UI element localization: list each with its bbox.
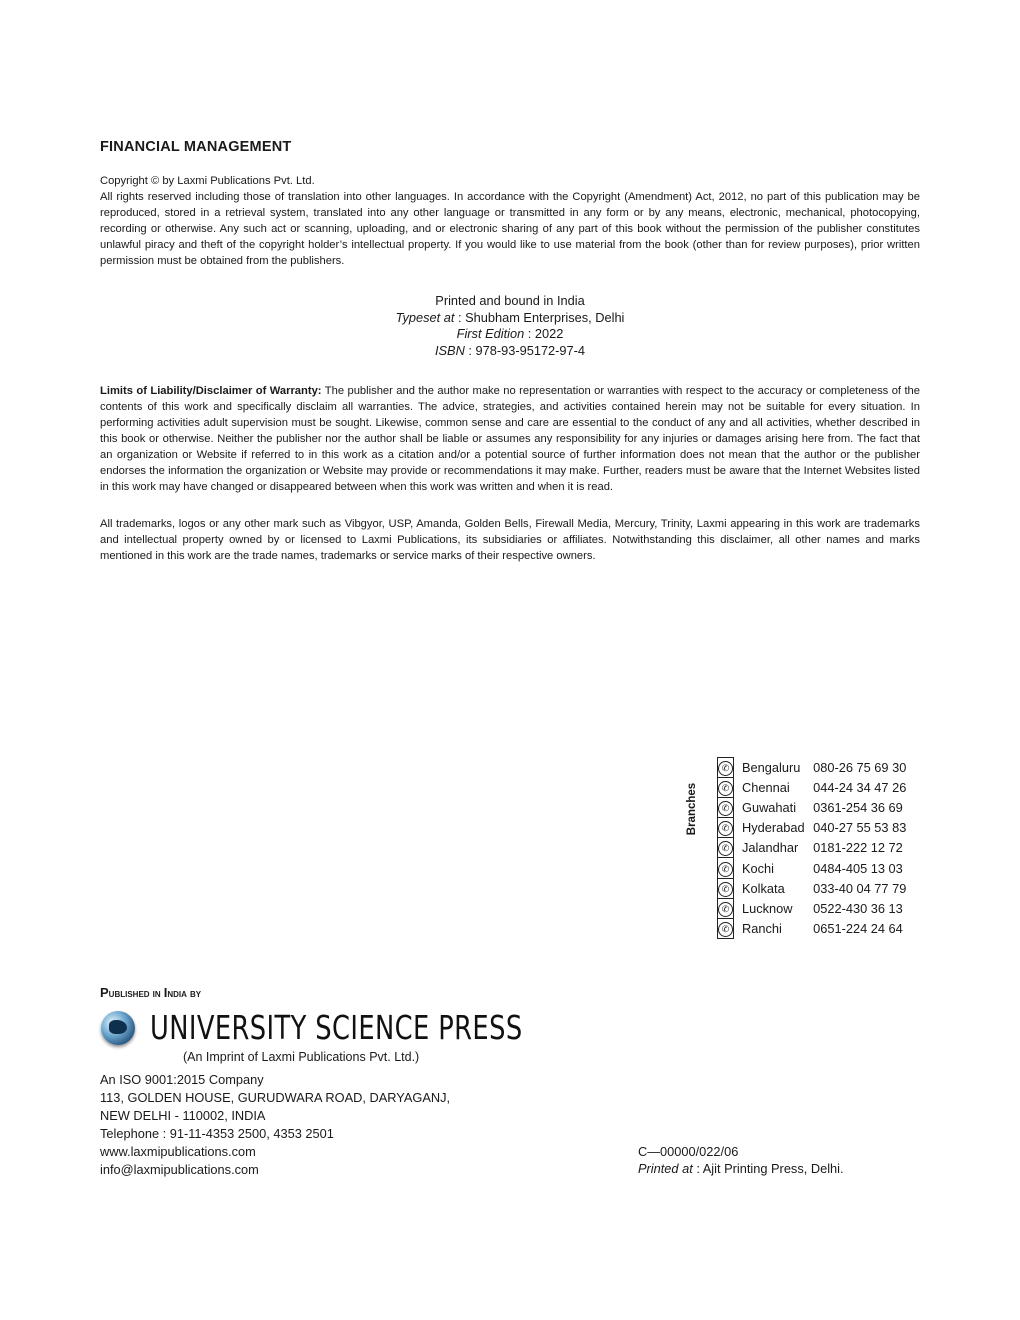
phone-icon-cell	[718, 838, 734, 858]
branch-row	[718, 758, 907, 778]
branch-row	[718, 818, 907, 838]
typeset-label: Typeset at	[395, 310, 455, 325]
branch-row	[718, 878, 907, 898]
telephone-line: Telephone : 91-11-4353 2500, 4353 2501	[100, 1126, 334, 1141]
imprint-line: (An Imprint of Laxmi Publications Pvt. Ltd.)	[183, 1050, 420, 1064]
phone-icon: ✆	[718, 761, 733, 776]
branches-table	[717, 757, 907, 939]
book-title: FINANCIAL MANAGEMENT	[100, 139, 292, 155]
branch-city: Kochi	[742, 860, 775, 876]
phone-icon: ✆	[718, 882, 733, 897]
disclaimer-heading: Limits of Liability/Disclaimer of Warranty:	[100, 385, 322, 397]
printed-at-label: Printed at	[638, 1161, 693, 1176]
branch-row	[718, 838, 907, 858]
edition-label: First Edition	[456, 326, 525, 341]
branch-phone: 040-27 55 53 83	[813, 820, 907, 836]
globe-logo-icon	[101, 1011, 135, 1045]
typeset-value: : Shubham Enterprises, Delhi	[454, 310, 625, 325]
website-link[interactable]: www.laxmipublications.com	[100, 1144, 256, 1159]
branch-phone: 0522-430 36 13	[813, 900, 903, 916]
phone-icon-cell	[718, 858, 734, 878]
phone-icon: ✆	[718, 781, 733, 796]
branch-city: Guwahati	[742, 800, 797, 816]
branch-city: Hyderabad	[742, 820, 805, 836]
publisher-name: UNIVERSITY SCIENCE PRESS	[150, 1008, 523, 1047]
branch-city: Ranchi	[742, 920, 782, 936]
address-line-2: NEW DELHI - 110002, INDIA	[100, 1108, 266, 1123]
branch-city: Kolkata	[742, 880, 785, 896]
isbn-label: ISBN	[434, 343, 465, 358]
phone-icon-cell	[718, 798, 734, 818]
email-link[interactable]: info@laxmipublications.com	[100, 1162, 259, 1177]
branch-row	[718, 918, 907, 938]
disclaimer-text: The publisher and the author make no representation or warranties with respect to the accuracy or completeness of the contents of this work and specifically disclaim all warranties. The advice, strategies, and activities contained herein may not be suitable for every situation. In performing activities adult supervision must be sought. Likewise, common sense and care are essential to the conduct of any and all activities, whether described in this book or otherwise. Neither the publisher nor the author shall be liable or assumes any responsibility for any injuries or damages arising here from. The fact that an organization or Website if referred to in this work as a citation and/or a potential source of further information does not mean that the author or the publisher endorses the information the organization or Website may provide or recommendations it may make. Further, readers must be aware that the Internet Websites listed in this work may have changed or disappeared between when this work was written and when it is read.	[100, 385, 920, 493]
typeset-line	[0, 309, 1020, 326]
phone-icon-cell	[718, 878, 734, 898]
branch-phone: 080-26 75 69 30	[813, 760, 907, 776]
address-line-1: 113, GOLDEN HOUSE, GURUDWARA ROAD, DARYAGANJ,	[100, 1090, 451, 1105]
book-code: C—00000/022/06	[638, 1144, 739, 1159]
branch-row	[718, 778, 907, 798]
branch-city: Bengaluru	[742, 760, 801, 776]
phone-icon-cell	[718, 778, 734, 798]
branch-phone: 0484-405 13 03	[813, 860, 903, 876]
branch-phone: 0181-222 12 72	[813, 840, 903, 856]
branch-city: Jalandhar	[742, 840, 799, 856]
phone-icon: ✆	[718, 801, 733, 816]
branch-phone: 044-24 34 47 26	[813, 780, 907, 796]
isbn-value: : 978-93-95172-97-4	[464, 343, 586, 358]
iso-line: An ISO 9001:2015 Company	[100, 1072, 264, 1087]
branch-phone: 033-40 04 77 79	[813, 880, 907, 896]
branch-phone: 0651-224 24 64	[813, 920, 903, 936]
printed-bound-line: Printed and bound in India	[435, 293, 585, 308]
printed-at-value: : Ajit Printing Press, Delhi.	[692, 1161, 844, 1176]
branch-city: Lucknow	[742, 900, 793, 916]
edition-line	[0, 325, 1020, 342]
phone-icon: ✆	[718, 902, 733, 917]
phone-icon-cell	[718, 918, 734, 938]
rights-reserved-text: All rights reserved including those of translation into other languages. In accordance with the Copyright (Amendment) Act, 2012, no part of this publication may be reproduced, stored in a retrieval system, translated into any other language or transmitted in any form or by any means, electronic, mechanical, photocopying, recording or otherwise. Any such act or scanning, uploading, and or electronic sharing of any part of this book without the permission of the publisher constitutes unlawful piracy and theft of the copyright holder’s intellectual property. If you would like to use material from the book (other than for review purposes), prior written permission must be obtained from the publishers.	[100, 191, 920, 267]
disclaimer-paragraph	[100, 383, 920, 495]
phone-icon: ✆	[718, 821, 733, 836]
published-by-label: Published in India by	[100, 985, 202, 1000]
branch-row	[718, 898, 907, 918]
phone-icon: ✆	[718, 841, 733, 856]
phone-icon-cell	[718, 758, 734, 778]
copyright-line: Copyright © by Laxmi Publications Pvt. Ltd.	[100, 175, 315, 187]
phone-icon-cell	[718, 818, 734, 838]
branch-row	[718, 858, 907, 878]
branch-phone: 0361-254 36 69	[813, 800, 903, 816]
branch-city: Chennai	[742, 780, 790, 796]
isbn-line	[0, 342, 1020, 359]
printed-at-line	[638, 1161, 844, 1176]
edition-value: : 2022	[524, 326, 564, 341]
branches-label: Branches	[686, 782, 698, 836]
trademarks-paragraph: All trademarks, logos or any other mark such as Vibgyor, USP, Amanda, Golden Bells, Firewall Media, Mercury, Trinity, Laxmi appearing in this work are trademarks and intellectual property owned by or licensed to Laxmi Publications, its subsidiaries or affiliates. Notwithstanding this disclaimer, all other names and marks mentioned in this work are the trade names, trademarks or service marks of their respective owners.	[100, 518, 920, 562]
phone-icon: ✆	[718, 922, 733, 937]
phone-icon: ✆	[718, 862, 733, 877]
phone-icon-cell	[718, 898, 734, 918]
branch-row	[718, 798, 907, 818]
